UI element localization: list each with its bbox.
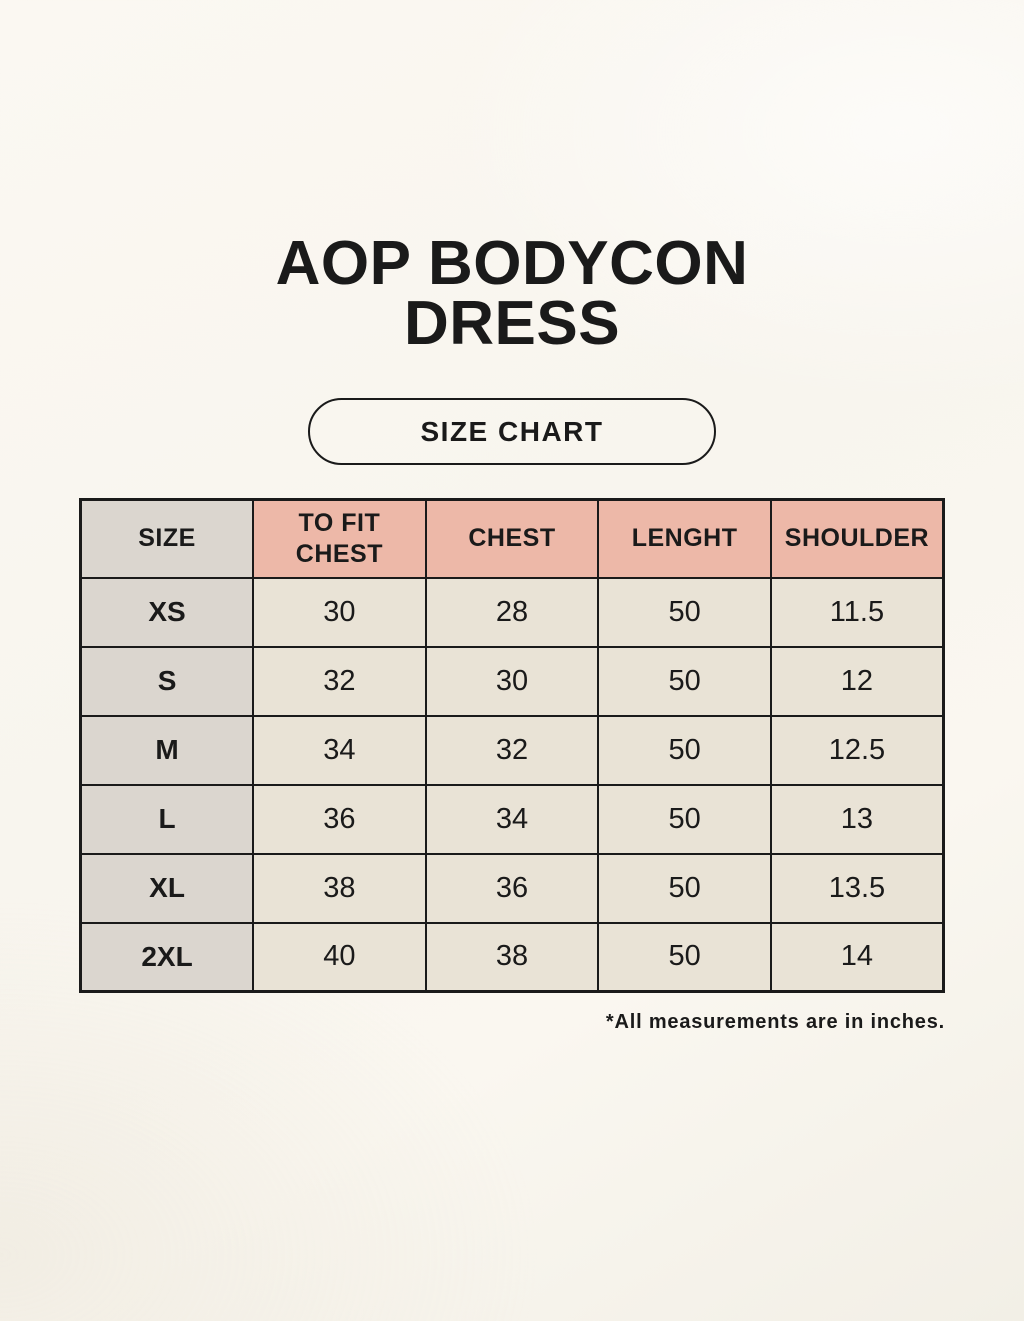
measurement-cell: 50: [598, 923, 771, 992]
table-row: [81, 923, 944, 992]
title-line-1: AOP BODYCON: [275, 229, 749, 298]
measurement-cell: 34: [426, 785, 599, 854]
size-chart-table-body: [81, 578, 944, 992]
measurement-cell: 40: [253, 923, 426, 992]
column-header-to-fit-chest: TO FIT CHEST: [253, 500, 426, 578]
table-row: [81, 716, 944, 785]
measurement-cell: 13.5: [771, 854, 944, 923]
measurement-cell: 36: [426, 854, 599, 923]
size-chart-badge-label: SIZE CHART: [420, 415, 604, 447]
size-label-cell: M: [81, 716, 254, 785]
column-header-chest: CHEST: [426, 500, 599, 578]
measurement-cell: 28: [426, 578, 599, 647]
table-header-row: [81, 500, 944, 578]
measurement-cell: 36: [253, 785, 426, 854]
measurement-cell: 32: [426, 716, 599, 785]
measurement-cell: 11.5: [771, 578, 944, 647]
measurement-cell: 13: [771, 785, 944, 854]
table-row: [81, 647, 944, 716]
measurement-cell: 50: [598, 785, 771, 854]
size-label-cell: S: [81, 647, 254, 716]
measurements-footnote: *All measurements are in inches.: [605, 1011, 945, 1033]
measurement-cell: 14: [771, 923, 944, 992]
title-line-2: DRESS: [403, 289, 621, 358]
size-chart-badge: [308, 398, 716, 465]
column-header-size: SIZE: [81, 500, 254, 578]
size-label-cell: XL: [81, 854, 254, 923]
measurement-cell: 50: [598, 578, 771, 647]
table-header: [81, 500, 944, 578]
measurement-cell: 30: [253, 578, 426, 647]
measurement-cell: 34: [253, 716, 426, 785]
table-row: [81, 578, 944, 647]
measurement-cell: 38: [426, 923, 599, 992]
measurement-cell: 38: [253, 854, 426, 923]
measurement-cell: 12: [771, 647, 944, 716]
measurement-cell: 50: [598, 716, 771, 785]
size-chart-page: [0, 229, 1024, 1321]
measurement-cell: 32: [253, 647, 426, 716]
column-header-shoulder: SHOULDER: [771, 500, 944, 578]
measurement-cell: 50: [598, 854, 771, 923]
table-row: [81, 785, 944, 854]
table-row: [81, 854, 944, 923]
measurement-cell: 50: [598, 647, 771, 716]
measurement-cell: 12.5: [771, 716, 944, 785]
page-title: [0, 229, 1024, 358]
size-label-cell: L: [81, 785, 254, 854]
size-label-cell: 2XL: [81, 923, 254, 992]
column-header-lenght: LENGHT: [598, 500, 771, 578]
size-label-cell: XS: [81, 578, 254, 647]
measurement-cell: 30: [426, 647, 599, 716]
size-chart-table: [79, 498, 945, 993]
